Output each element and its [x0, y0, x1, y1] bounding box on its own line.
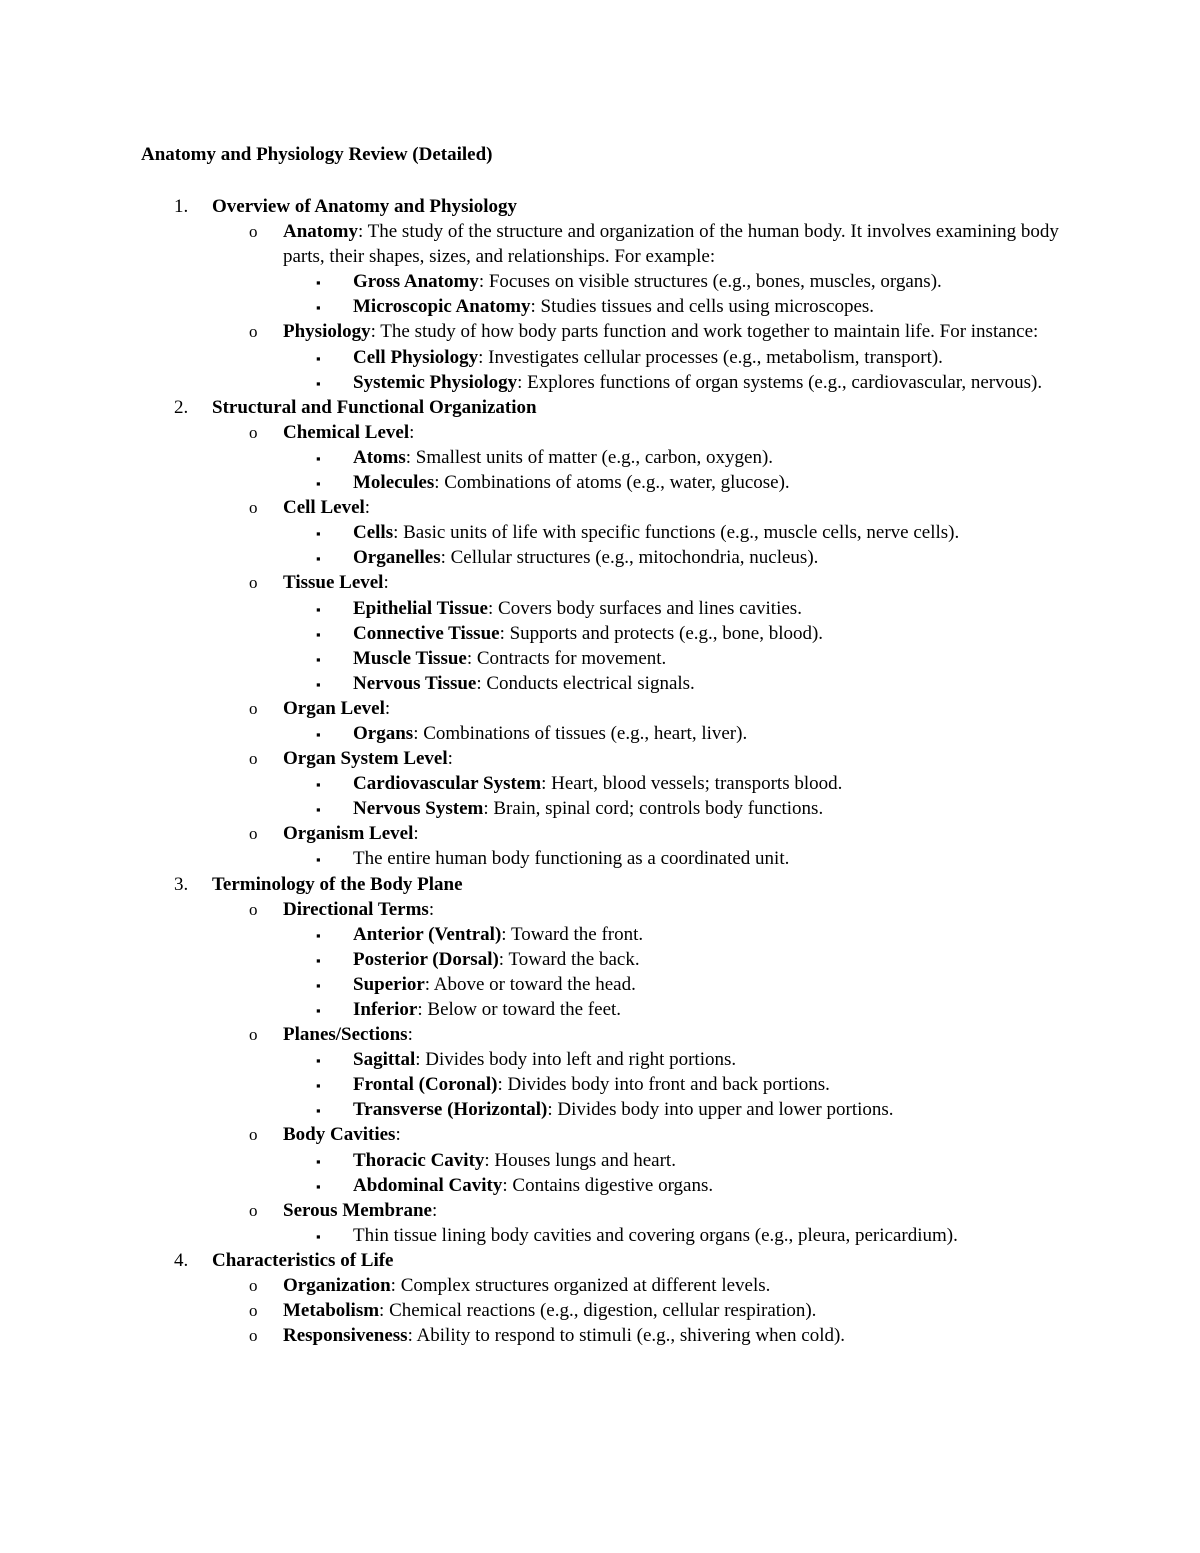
item-description: : The study of how body parts function and work together to maintain life. For instance:: [370, 321, 1039, 343]
list-item-text: [283, 1198, 1073, 1223]
hollow-bullet-icon: o: [249, 422, 258, 442]
sub-item-text: [353, 671, 1083, 696]
sub-item-description: : Smallest units of matter (e.g., carbon, oxygen).: [405, 446, 774, 468]
sub-item-description: : Brain, spinal cord; controls body functions.: [483, 798, 824, 820]
sub-item-description: : Conducts electrical signals.: [476, 672, 695, 694]
list-item-text: [283, 219, 1073, 269]
sub-item-description: : Contains digestive organs.: [502, 1174, 714, 1196]
sub-item-term: Microscopic Anatomy: [353, 296, 531, 318]
square-bullet-icon: ▪: [316, 726, 321, 742]
list-item-text: [283, 420, 1073, 445]
sub-list-item: [0, 520, 1200, 545]
sub-item-text: [353, 596, 1083, 621]
sub-item-description: Thin tissue lining body cavities and covering organs (e.g., pleura, pericardium).: [353, 1224, 958, 1246]
item-description: : Chemical reactions (e.g., digestion, cellular respiration).: [379, 1300, 817, 1322]
sub-item-description: : Combinations of tissues (e.g., heart, liver).: [413, 722, 748, 744]
hollow-bullet-icon: o: [249, 1301, 258, 1321]
item-description: :: [384, 697, 391, 719]
section-heading-row: [0, 194, 1200, 219]
list-item: [0, 696, 1200, 721]
item-term: Responsiveness: [283, 1325, 408, 1347]
square-bullet-icon: ▪: [316, 1053, 321, 1069]
sub-item-text: [353, 345, 1083, 370]
item-term: Planes/Sections: [283, 1024, 408, 1046]
sub-list-item: [0, 922, 1200, 947]
section-number: 3.: [174, 873, 189, 895]
square-bullet-icon: ▪: [316, 852, 321, 868]
sub-item-term: Atoms: [353, 446, 406, 468]
hollow-bullet-icon: o: [249, 899, 258, 919]
list-item: [0, 1298, 1200, 1323]
square-bullet-icon: ▪: [316, 777, 321, 793]
sub-item-text: [353, 1148, 1083, 1173]
item-description: :: [383, 572, 389, 594]
sub-list-item: [0, 846, 1200, 871]
sub-item-term: Sagittal: [353, 1049, 416, 1071]
sub-list-item: [0, 1047, 1200, 1072]
sub-list-item: [0, 1148, 1200, 1173]
sub-item-term: Molecules: [353, 472, 435, 494]
item-term: Directional Terms: [283, 898, 429, 920]
hollow-bullet-icon: o: [249, 1125, 258, 1145]
list-item: [0, 495, 1200, 520]
sub-item-term: Nervous System: [353, 798, 484, 820]
square-bullet-icon: ▪: [316, 601, 321, 617]
list-item: [0, 1022, 1200, 1047]
sub-item-term: Organs: [353, 722, 414, 744]
list-item: [0, 746, 1200, 771]
sub-list-item: [0, 596, 1200, 621]
list-item: [0, 1323, 1200, 1348]
square-bullet-icon: ▪: [316, 1103, 321, 1119]
sub-item-term: Organelles: [353, 547, 441, 569]
sub-item-term: Muscle Tissue: [353, 647, 467, 669]
sub-item-description: : Covers body surfaces and lines cavities.: [488, 597, 802, 619]
sub-list-item: [0, 1097, 1200, 1122]
sub-item-term: Inferior: [353, 999, 418, 1020]
item-description: :: [364, 497, 371, 519]
section-number: 1.: [174, 196, 189, 217]
sub-item-text: [353, 520, 1083, 545]
sub-item-term: Transverse (Horizontal): [353, 1099, 548, 1121]
sub-item-text: [353, 1173, 1083, 1198]
item-term: Chemical Level: [283, 421, 410, 443]
item-term: Organism Level: [283, 823, 414, 845]
item-description: :: [413, 823, 419, 845]
list-item: [0, 897, 1200, 922]
sub-item-text: [353, 771, 1083, 796]
sub-item-description: : Houses lungs and heart.: [484, 1149, 676, 1171]
section-heading: Terminology of the Body Plane: [212, 873, 463, 895]
sub-item-term: Epithelial Tissue: [353, 597, 488, 619]
sub-item-term: Gross Anatomy: [353, 271, 479, 293]
list-item: [0, 420, 1200, 445]
item-term: Body Cavities: [283, 1124, 396, 1146]
sub-item-description: : Cellular structures (e.g., mitochondria, nucleus).: [440, 547, 819, 569]
sub-item-text: [353, 721, 1083, 746]
sub-item-description: : Investigates cellular processes (e.g., metabolism, transport).: [478, 346, 943, 368]
hollow-bullet-icon: o: [249, 1326, 258, 1346]
sub-list-item: [0, 721, 1200, 746]
item-term: Organ System Level: [283, 748, 448, 770]
sub-list-item: [0, 796, 1200, 821]
item-term: Metabolism: [283, 1300, 380, 1322]
square-bullet-icon: ▪: [316, 1228, 321, 1244]
sub-item-text: [353, 1047, 1083, 1072]
list-item-text: [283, 1323, 1073, 1348]
hollow-bullet-icon: o: [249, 749, 258, 769]
list-item-text: [283, 1122, 1073, 1147]
sub-list-item: [0, 345, 1200, 370]
sub-item-text: [353, 1072, 1083, 1097]
item-description: :: [407, 1024, 413, 1046]
sub-item-text: [353, 796, 1083, 821]
sub-item-term: Thoracic Cavity: [353, 1149, 485, 1171]
sub-list-item: [0, 972, 1200, 997]
sub-list-item: [0, 1173, 1200, 1198]
sub-item-text: [353, 269, 1083, 294]
hollow-bullet-icon: o: [249, 1276, 258, 1296]
sub-item-description: : Heart, blood vessels; transports blood.: [541, 773, 843, 795]
item-term: Anatomy: [283, 221, 358, 243]
sub-list-item: [0, 1072, 1200, 1097]
hollow-bullet-icon: o: [249, 1025, 258, 1045]
sub-item-text: [353, 922, 1083, 947]
sub-list-item: [0, 370, 1200, 395]
sub-item-term: Nervous Tissue: [353, 672, 477, 694]
list-item: [0, 821, 1200, 846]
sub-item-description: : Above or toward the head.: [424, 973, 636, 995]
square-bullet-icon: ▪: [316, 952, 321, 968]
sub-item-term: Superior: [353, 973, 425, 995]
list-item-text: [283, 495, 1073, 520]
sub-item-description: : Divides body into upper and lower portions.: [547, 1099, 894, 1121]
hollow-bullet-icon: o: [249, 1200, 258, 1220]
sub-item-text: [353, 972, 1083, 997]
section-heading: Overview of Anatomy and Physiology: [212, 196, 518, 217]
sub-item-description: : Contracts for movement.: [466, 647, 667, 669]
square-bullet-icon: ▪: [316, 651, 321, 667]
document-title: Anatomy and Physiology Review (Detailed): [141, 144, 493, 165]
square-bullet-icon: ▪: [316, 275, 321, 291]
sub-list-item: [0, 269, 1200, 294]
sub-item-description: : Studies tissues and cells using microscopes.: [530, 296, 875, 318]
outline-list: [0, 194, 1200, 1348]
sub-list-item: [0, 997, 1200, 1022]
sub-item-term: Posterior (Dorsal): [353, 948, 499, 970]
list-item-text: [283, 319, 1073, 344]
item-description: :: [428, 898, 435, 920]
sub-item-description: : Supports and protects (e.g., bone, blood).: [499, 622, 824, 644]
list-item-text: [283, 1022, 1073, 1047]
sub-list-item: [0, 947, 1200, 972]
sub-item-text: [353, 545, 1083, 570]
list-item: [0, 1198, 1200, 1223]
sub-item-text: [353, 621, 1083, 646]
item-term: Tissue Level: [283, 572, 384, 594]
sub-item-text: [353, 294, 1083, 319]
sub-item-term: Connective Tissue: [353, 622, 500, 644]
hollow-bullet-icon: o: [249, 698, 258, 718]
list-item-text: [283, 1298, 1073, 1323]
item-term: Organ Level: [283, 697, 385, 719]
hollow-bullet-icon: o: [249, 498, 258, 518]
square-bullet-icon: ▪: [316, 626, 321, 642]
square-bullet-icon: ▪: [316, 450, 321, 466]
sub-item-text: [353, 470, 1083, 495]
sub-list-item: [0, 470, 1200, 495]
list-item: [0, 1273, 1200, 1298]
sub-list-item: [0, 646, 1200, 671]
item-description: :: [395, 1124, 401, 1146]
square-bullet-icon: ▪: [316, 927, 321, 943]
list-item: [0, 219, 1200, 269]
hollow-bullet-icon: o: [249, 824, 258, 844]
square-bullet-icon: ▪: [316, 977, 321, 993]
hollow-bullet-icon: o: [249, 322, 258, 342]
item-description: : The study of the structure and organization of the human body. It involves examining body parts, their shapes, sizes, and relationships. For example:: [283, 221, 1059, 268]
sub-item-description: : Toward the front.: [501, 923, 644, 945]
sub-item-text: [353, 1097, 1083, 1122]
sub-list-item: [0, 445, 1200, 470]
sub-item-term: Cardiovascular System: [353, 773, 542, 795]
section-number: 4.: [174, 1249, 189, 1271]
sub-item-description: : Focuses on visible structures (e.g., bones, muscles, organs).: [478, 271, 942, 293]
item-term: Organization: [283, 1275, 391, 1297]
square-bullet-icon: ▪: [316, 676, 321, 692]
square-bullet-icon: ▪: [316, 1078, 321, 1094]
section-number: 2.: [174, 396, 189, 418]
item-description: :: [432, 1199, 438, 1221]
sub-item-description: : Basic units of life with specific functions (e.g., muscle cells, nerve cells).: [393, 522, 960, 544]
square-bullet-icon: ▪: [316, 300, 321, 316]
hollow-bullet-icon: o: [249, 573, 258, 593]
sub-item-description: : Below or toward the feet.: [417, 999, 622, 1020]
list-item-text: [283, 1273, 1073, 1298]
square-bullet-icon: ▪: [316, 1178, 321, 1194]
section-heading-row: [0, 395, 1200, 420]
sub-item-text: [353, 1223, 1083, 1248]
sub-item-description: : Explores functions of organ systems (e.g., cardiovascular, nervous).: [517, 371, 1043, 393]
sub-list-item: [0, 1223, 1200, 1248]
hollow-bullet-icon: o: [249, 222, 258, 242]
item-description: : Complex structures organized at different levels.: [390, 1275, 771, 1297]
list-item: [0, 570, 1200, 595]
list-item: [0, 1122, 1200, 1147]
sub-item-description: : Divides body into front and back portions.: [497, 1074, 830, 1096]
sub-list-item: [0, 621, 1200, 646]
item-term: Physiology: [283, 321, 371, 343]
sub-list-item: [0, 671, 1200, 696]
sub-item-text: [353, 370, 1083, 395]
item-description: :: [409, 421, 415, 443]
square-bullet-icon: ▪: [316, 476, 321, 492]
sub-item-description: : Divides body into left and right portions.: [415, 1049, 737, 1071]
square-bullet-icon: ▪: [316, 1003, 321, 1018]
square-bullet-icon: ▪: [316, 375, 321, 391]
sub-item-text: [353, 997, 1083, 1022]
sub-item-text: [353, 846, 1083, 871]
item-term: Cell Level: [283, 497, 365, 519]
square-bullet-icon: ▪: [316, 551, 321, 567]
square-bullet-icon: ▪: [316, 802, 321, 818]
item-description: : Ability to respond to stimuli (e.g., shivering when cold).: [407, 1325, 846, 1347]
list-item-text: [283, 746, 1073, 771]
section-heading: Characteristics of Life: [212, 1249, 394, 1271]
list-item-text: [283, 570, 1073, 595]
sub-item-term: Anterior (Ventral): [353, 923, 502, 945]
sub-item-description: : Toward the back.: [498, 948, 640, 970]
sub-item-text: [353, 445, 1083, 470]
item-term: Serous Membrane: [283, 1199, 432, 1221]
list-item-text: [283, 897, 1073, 922]
sub-item-term: Cell Physiology: [353, 346, 479, 368]
square-bullet-icon: ▪: [316, 350, 321, 366]
section-heading: Structural and Functional Organization: [212, 396, 537, 418]
list-item-text: [283, 821, 1073, 846]
square-bullet-icon: ▪: [316, 526, 321, 542]
sub-list-item: [0, 771, 1200, 796]
list-item-text: [283, 696, 1073, 721]
item-description: :: [447, 748, 453, 770]
sub-list-item: [0, 294, 1200, 319]
sub-item-term: Abdominal Cavity: [353, 1174, 503, 1196]
square-bullet-icon: ▪: [316, 1153, 321, 1169]
sub-item-description: : Combinations of atoms (e.g., water, glucose).: [434, 472, 790, 494]
sub-item-term: Cells: [353, 522, 394, 544]
sub-item-term: Frontal (Coronal): [353, 1074, 498, 1096]
sub-list-item: [0, 545, 1200, 570]
sub-item-description: The entire human body functioning as a coordinated unit.: [353, 848, 790, 870]
list-item: [0, 319, 1200, 344]
section-heading-row: [0, 1248, 1200, 1273]
section-heading-row: [0, 872, 1200, 897]
sub-item-text: [353, 947, 1083, 972]
sub-item-term: Systemic Physiology: [353, 371, 518, 393]
sub-item-text: [353, 646, 1083, 671]
